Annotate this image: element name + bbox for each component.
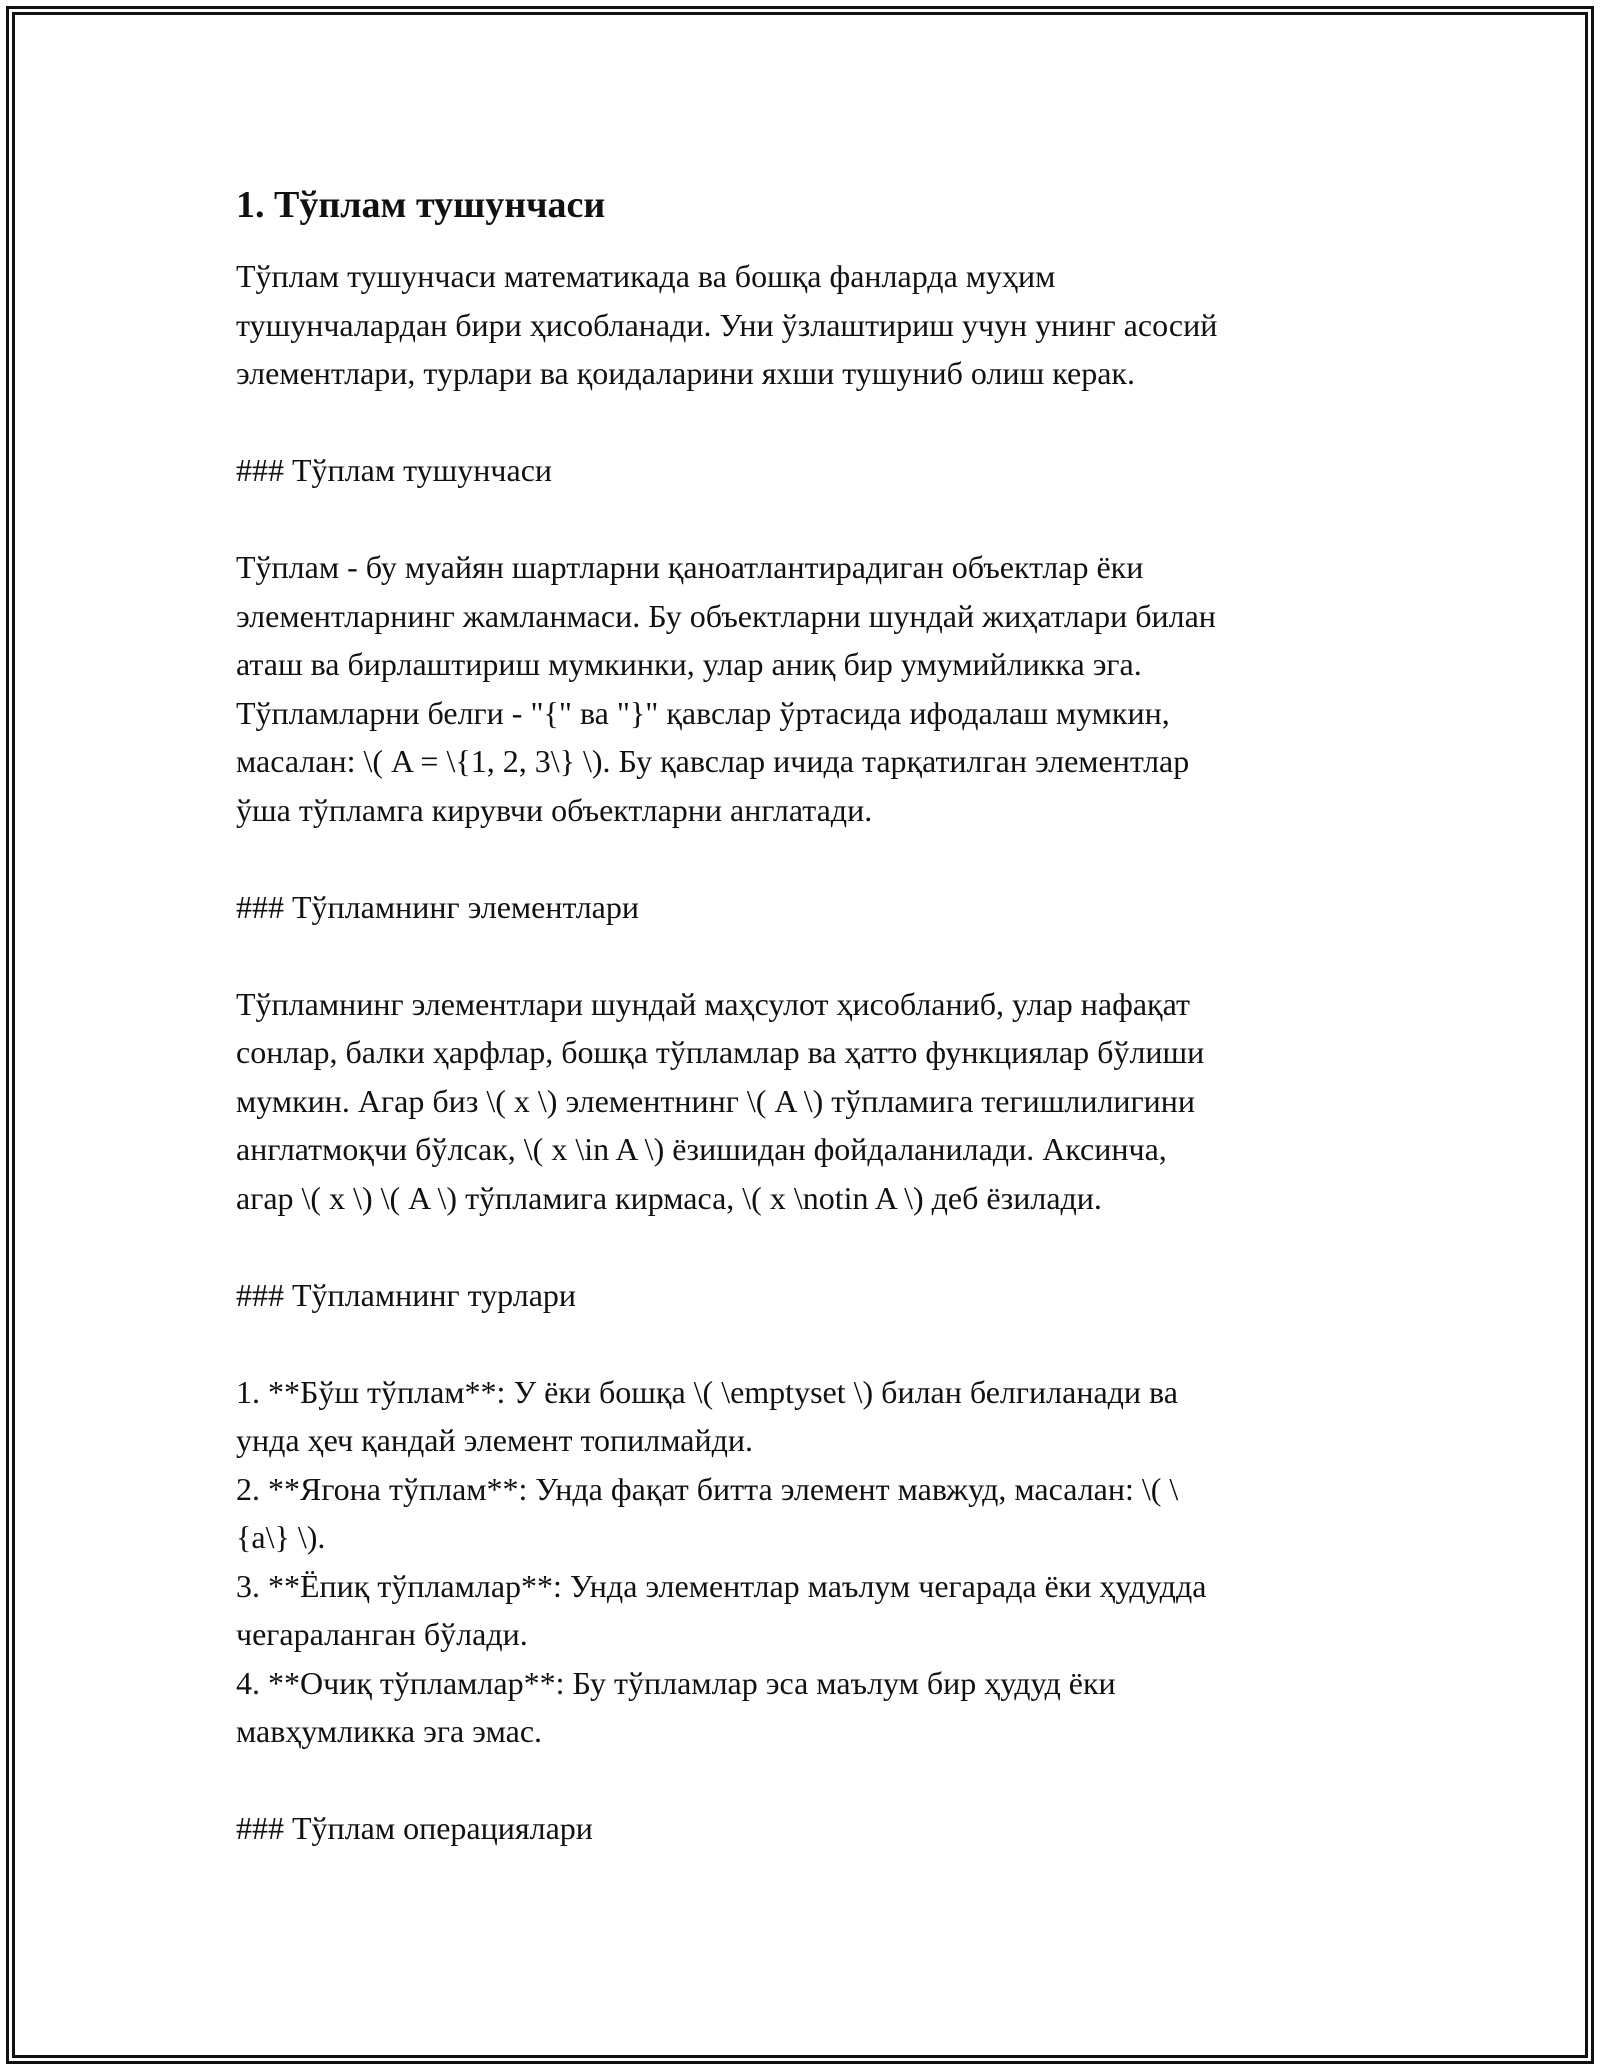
section-text-elements: Тўпламнинг элементлари шундай маҳсулот ҳисобланиб, улар нафақат сонлар, балки ҳарфлар, бошқа тўпламлар ва ҳатто функциялар бўлиши мумкин. Агар биз \( x \) элементнинг \( A \) тўпламига тегишлилигини англатмоқчи бўлсак, \( x \in A \) ёзишидан фойдаланилади. Аксинча, агар \( x \) \( A \) тўпламига кирмаса, \( x \notin A \) деб ёзилади. xyxy=(236,985,1205,1216)
list-item: 1. **Бўш тўплам**: У ёки бошқа \( \emptyset \) билан белгиланади ва унда ҳеч қандай элемент топилмайди. xyxy=(236,1373,1178,1458)
list-item: 2. **Ягона тўплам**: Унда фақат битта элемент мавжуд, масалан: \( \ {a\} \). xyxy=(236,1470,1179,1555)
section-heading-concept: ### Тўплам тушунчаси xyxy=(236,452,553,488)
list-item: 4. **Очиқ тўпламлар**: Бу тўпламлар эса маълум бир ҳудуд ёки мавҳумликка эга эмас. xyxy=(236,1664,1116,1749)
section-heading-operations: ### Тўплам операциялари xyxy=(236,1810,593,1846)
intro-paragraph: Тўплам тушунчаси математикада ва бошқа фанларда муҳим тушунчалардан бири ҳисобланади. Уни ўзлаштириш учун унинг асосий элементлари, турлари ва қоидаларини яхши тушуниб олиш керак. xyxy=(236,258,1218,391)
page-title: 1. Тўплам тушунчаси xyxy=(236,184,606,226)
section-heading-types: ### Тўпламнинг турлари xyxy=(236,1276,577,1313)
types-list xyxy=(236,1368,1376,1756)
section-heading-elements: ### Тўпламнинг элементлари xyxy=(236,888,639,925)
list-item: 3. **Ёпиқ тўпламлар**: Унда элементлар маълум чегарада ёки ҳудудда чегараланган бўлади. xyxy=(236,1567,1207,1652)
section-text-concept: Тўплам - бу муайян шартларни қаноатлантирадиган объектлар ёки элементларнинг жамланмаси. Бу объектларни шундай жиҳатлари билан аташ ва бирлаштириш мумкинки, улар аниқ бир умумийликка эга. Тўпламларни белги - "{" ва "}" қавслар ўртасида ифодалаш мумкин, масалан: \( A = \{1, 2, 3\} \). Бу қавслар ичида тарқатилган элементлар ўша тўпламга кирувчи объектларни англатади. xyxy=(236,549,1216,828)
document-page xyxy=(236,180,1376,1901)
